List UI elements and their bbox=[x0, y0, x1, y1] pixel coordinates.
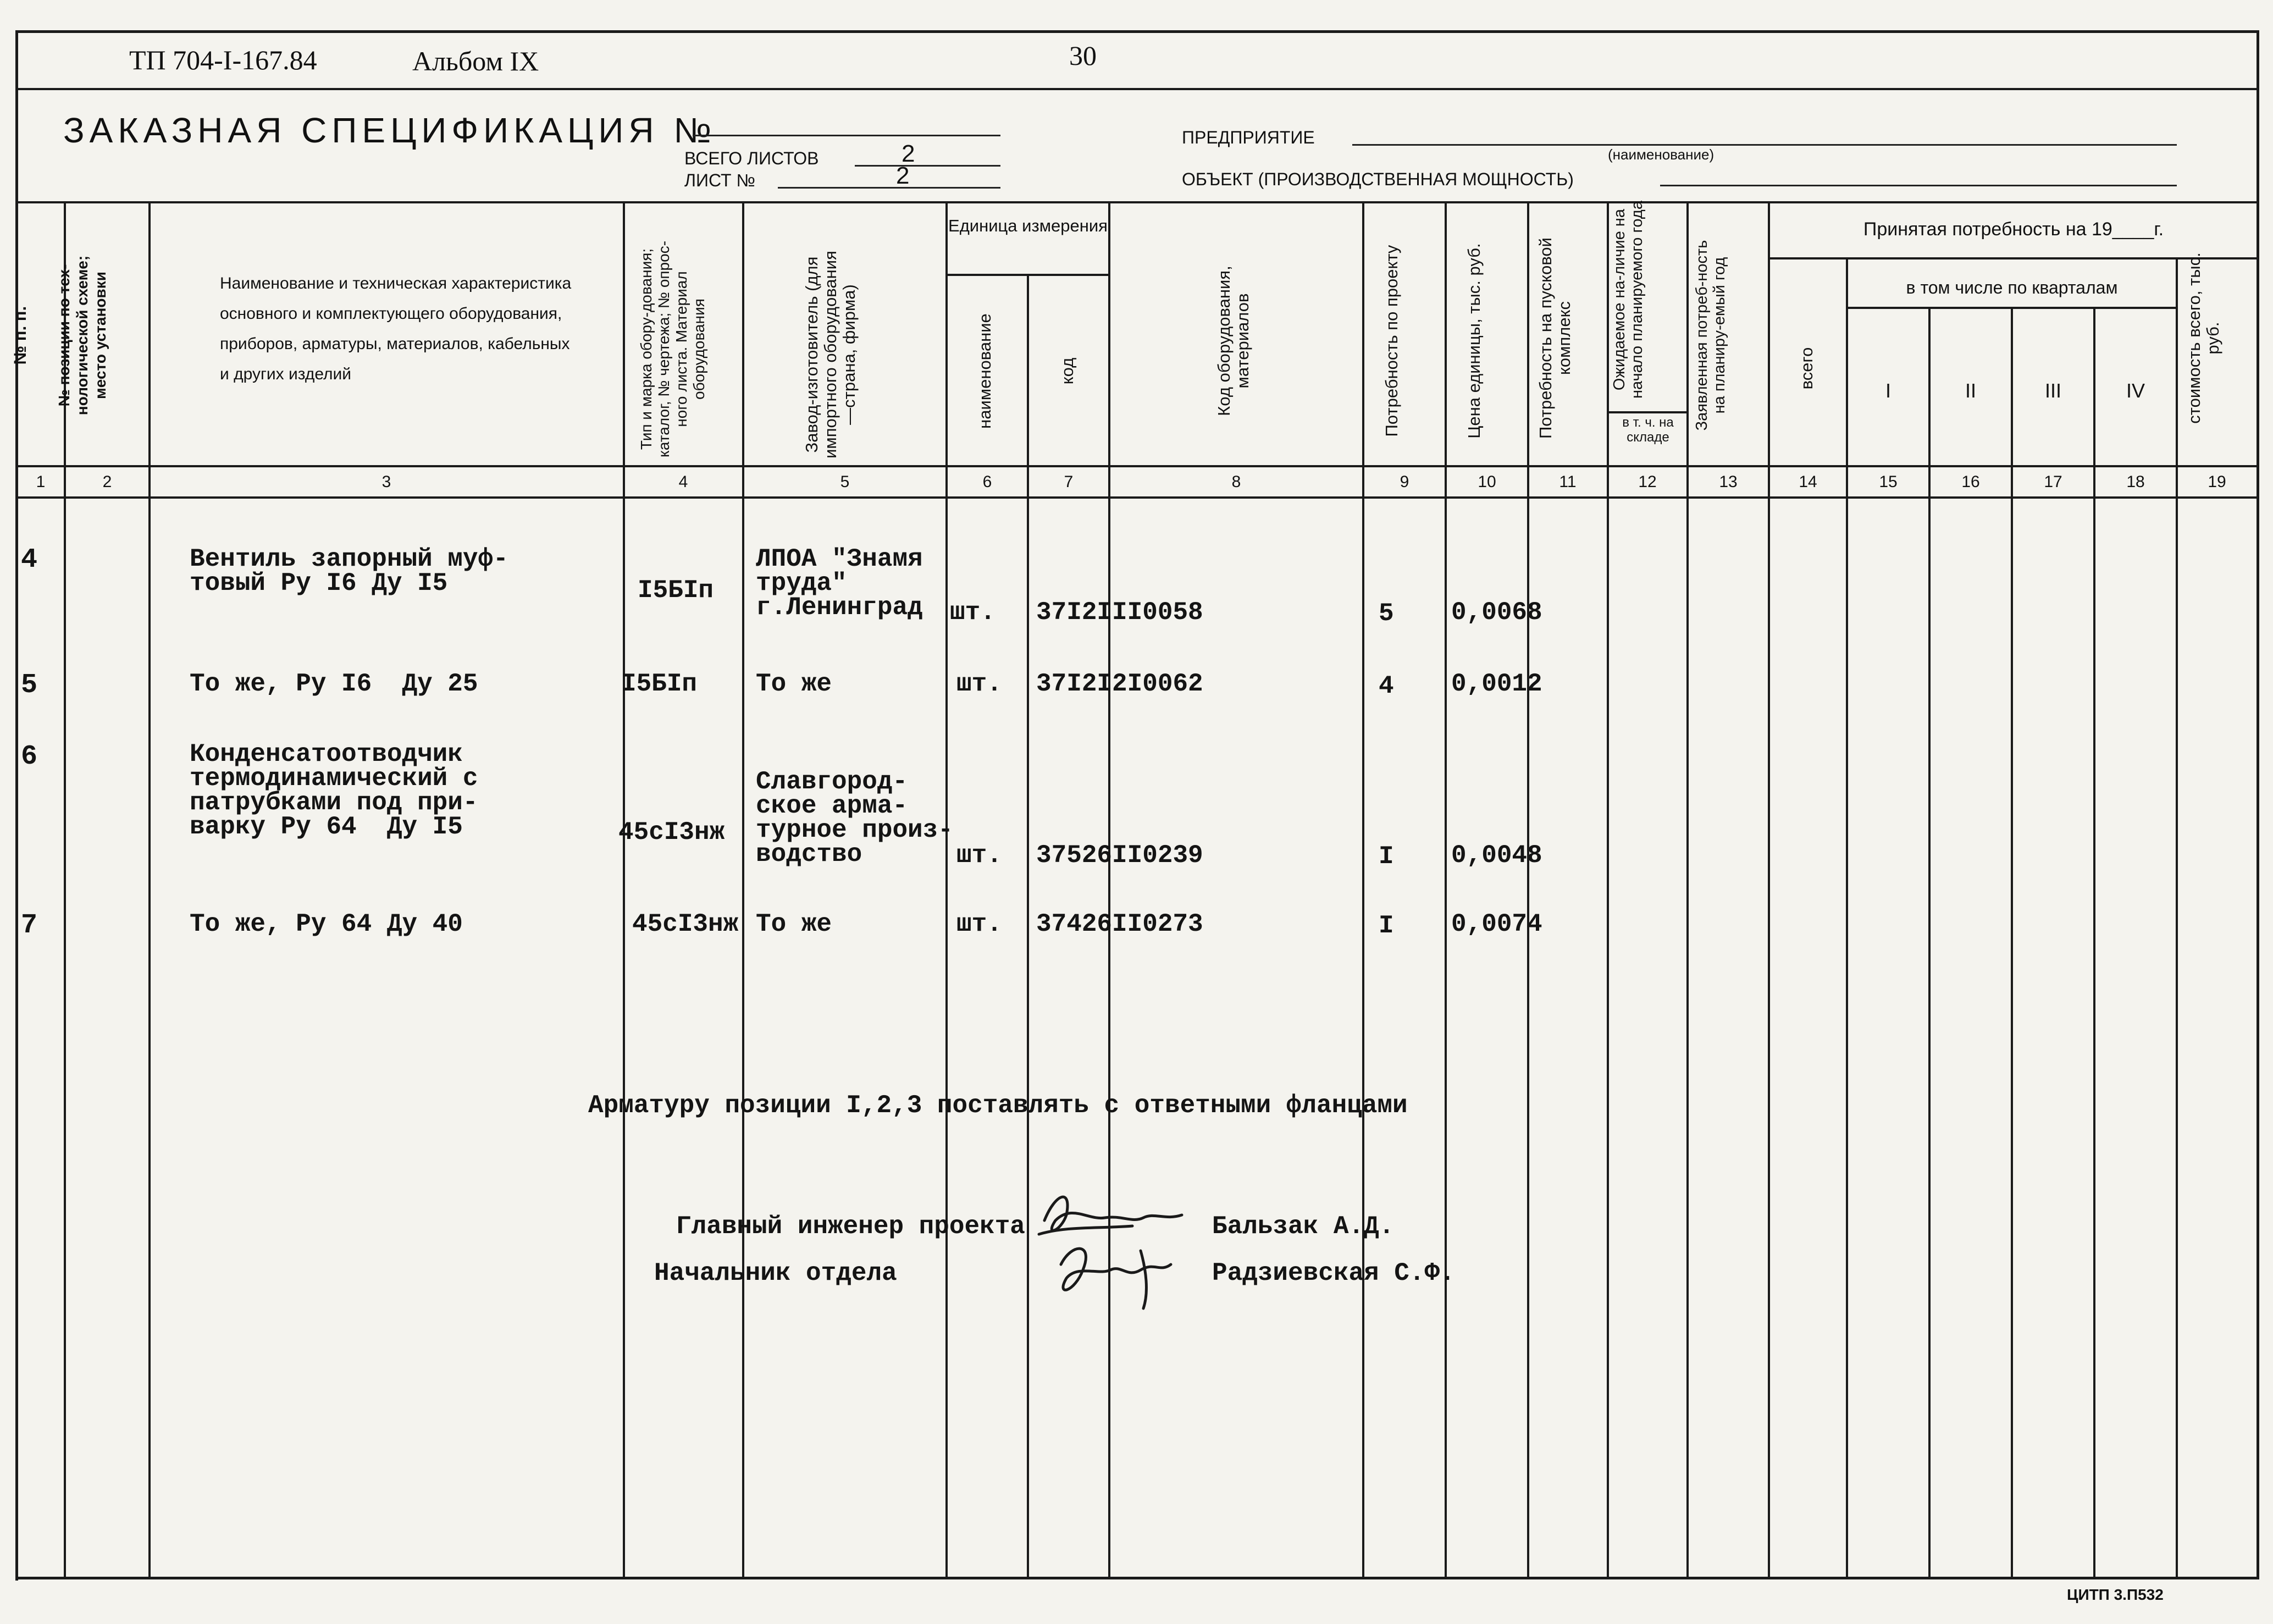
row-maker: То же bbox=[756, 910, 832, 938]
row-maker: То же bbox=[756, 670, 832, 698]
row-number: 6 bbox=[21, 741, 38, 772]
col-header-q1: I bbox=[1885, 379, 1891, 402]
delivery-note: Арматуру позиции I,2,3 поставлять с ответными фланцами bbox=[588, 1091, 1408, 1120]
quarters-group-header: в том числе по кварталам bbox=[1906, 278, 2118, 297]
col-number: 6 bbox=[982, 473, 992, 491]
row-type: I5БIп bbox=[638, 576, 714, 605]
spec-title: ЗАКАЗНАЯ СПЕЦИФИКАЦИЯ № bbox=[63, 111, 717, 150]
row-name: То же, Ру I6 Ду 25 bbox=[190, 670, 478, 698]
row-number: 4 bbox=[21, 544, 38, 576]
chief-engineer-name: Бальзак А.Д. bbox=[1212, 1212, 1395, 1241]
row-price: 0,0074 bbox=[1451, 910, 1542, 938]
col-header-q3: III bbox=[2044, 379, 2061, 402]
col-number: 16 bbox=[1961, 473, 1980, 491]
col-header-3: Наименование и техническая характеристика основного и комплектующего оборудования, приборов, арматуры, материалов, кабельных и других изделий bbox=[220, 274, 572, 383]
col-header-q2: II bbox=[1965, 379, 1976, 402]
document-code: ТП 704-I-167.84 bbox=[129, 45, 317, 75]
col-header-4: Тип и марка обору-дования; каталог, № чертежа; № опрос-ного листа. Материал оборудования bbox=[638, 240, 707, 458]
total-sheets-label: ВСЕГО ЛИСТОВ bbox=[684, 148, 819, 168]
row-code: 37I2I2I0062 bbox=[1036, 670, 1203, 698]
col-number: 14 bbox=[1799, 473, 1817, 491]
col-header-19: стоимость всего, тыс. руб. bbox=[2184, 252, 2222, 424]
row-qty: 5 bbox=[1379, 599, 1394, 628]
col-header-7: код bbox=[1058, 357, 1077, 385]
col-header-11: Потребность на пусковой комплекс bbox=[1536, 237, 1574, 439]
col-number: 11 bbox=[1559, 473, 1577, 491]
row-name: Конденсатоотводчик термодинамический с патрубками под при- варку Ру 64 Ду I5 bbox=[190, 740, 478, 841]
page-number: 30 bbox=[1069, 40, 1097, 71]
total-sheets-value: 2 bbox=[902, 140, 915, 167]
col-header-1: № п. п. bbox=[10, 306, 30, 365]
row-maker: Славгород- ское арма- турное произ- водство bbox=[756, 767, 953, 869]
footer-stamp: ЦИТП 3.П532 bbox=[2067, 1586, 2164, 1603]
col-number: 4 bbox=[678, 473, 688, 491]
col-header-12-sub: в т. ч. на складе bbox=[1622, 415, 1674, 445]
object-label: ОБЪЕКТ (ПРОИЗВОДСТВЕННАЯ МОЩНОСТЬ) bbox=[1182, 169, 1574, 189]
row-qty: I bbox=[1379, 912, 1394, 940]
col-number: 9 bbox=[1400, 473, 1409, 491]
row-unit: шт. bbox=[950, 598, 996, 627]
col-header-q4: IV bbox=[2126, 379, 2145, 402]
sheet-value: 2 bbox=[896, 162, 910, 189]
enterprise-label: ПРЕДПРИЯТИЕ bbox=[1182, 128, 1315, 147]
col-number: 10 bbox=[1478, 473, 1496, 491]
row-qty: I bbox=[1379, 842, 1394, 871]
row-maker: ЛПОА "Знамя труда" г.Ленинград bbox=[756, 545, 923, 622]
row-code: 37I2III0058 bbox=[1036, 598, 1203, 627]
col-header-13: Заявленная потреб-ность на планиру-емый год bbox=[1693, 240, 1728, 431]
col-header-8: Код оборудования, материалов bbox=[1214, 266, 1252, 416]
department-head-label: Начальник отдела bbox=[654, 1259, 897, 1288]
album-label: Альбом IX bbox=[412, 46, 539, 76]
col-number: 12 bbox=[1638, 473, 1657, 491]
row-price: 0,0048 bbox=[1451, 841, 1542, 870]
col-header-14: всего bbox=[1797, 347, 1816, 390]
row-code: 37526II0239 bbox=[1036, 841, 1203, 870]
name-hint: (наименование) bbox=[1608, 146, 1715, 163]
row-code: 37426II0273 bbox=[1036, 910, 1203, 938]
row-type: 45сI3нж bbox=[632, 910, 739, 938]
col-number: 1 bbox=[36, 473, 46, 491]
row-type: 45сI3нж bbox=[618, 818, 725, 847]
row-unit: шт. bbox=[956, 910, 1002, 938]
row-name: Вентиль запорный муф- товый Ру I6 Ду I5 bbox=[190, 545, 508, 598]
accepted-group-header: Принятая потребность на 19____г. bbox=[1863, 219, 2164, 240]
col-number: 8 bbox=[1231, 473, 1241, 491]
chief-engineer-label: Главный инженер проекта bbox=[676, 1212, 1025, 1241]
col-header-5: Завод-изготовитель (для импортного оборудования —страна, фирма) bbox=[802, 251, 859, 459]
row-type: I5БIп bbox=[621, 670, 698, 698]
col-number: 2 bbox=[102, 473, 112, 491]
col-number: 3 bbox=[381, 473, 391, 491]
sheet-label: ЛИСТ № bbox=[684, 170, 755, 190]
col-number: 19 bbox=[2208, 473, 2226, 491]
col-number: 7 bbox=[1064, 473, 1074, 491]
department-head-name: Радзиевская С.Ф. bbox=[1212, 1259, 1455, 1288]
unit-group-header: Единица измерения bbox=[948, 216, 1108, 235]
row-number: 5 bbox=[21, 670, 38, 701]
col-header-10: Цена единицы, тыс. руб. bbox=[1464, 243, 1484, 439]
col-number: 17 bbox=[2044, 473, 2062, 491]
col-header-12: Ожидаемое на-личие на начало планируемого года bbox=[1611, 201, 1646, 399]
col-header-6: наименование bbox=[975, 313, 994, 429]
col-number: 15 bbox=[1879, 473, 1898, 491]
col-header-2: № позиции по тех-нологической схеме; место установки bbox=[56, 255, 109, 416]
col-number: 13 bbox=[1719, 473, 1738, 491]
row-qty: 4 bbox=[1379, 672, 1394, 700]
row-name: То же, Ру 64 Ду 40 bbox=[190, 910, 463, 938]
col-header-9: Потребность по проекту bbox=[1382, 245, 1401, 437]
handwritten-signature-icon bbox=[1022, 1182, 1220, 1314]
row-price: 0,0068 bbox=[1451, 598, 1542, 627]
col-number: 5 bbox=[840, 473, 850, 491]
row-unit: шт. bbox=[956, 841, 1002, 870]
row-unit: шт. bbox=[956, 670, 1002, 698]
col-number: 18 bbox=[2126, 473, 2145, 491]
row-number: 7 bbox=[21, 910, 38, 941]
row-price: 0,0012 bbox=[1451, 670, 1542, 698]
